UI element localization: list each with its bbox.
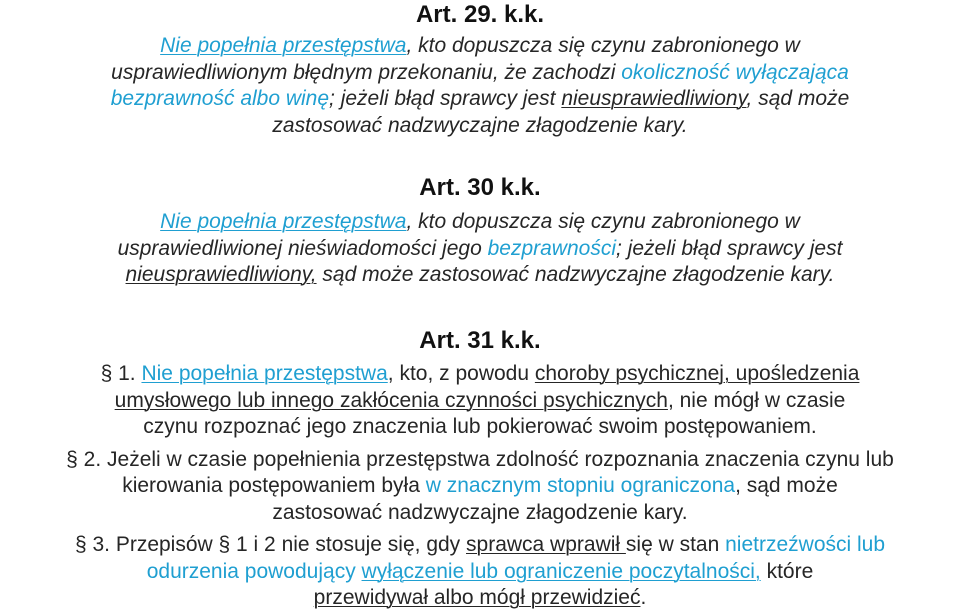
art-30-line-1: [40, 209, 920, 236]
art-29-text: [40, 33, 920, 139]
text-segment: Przepisów § 1 i 2 nie stosuje się, gdy: [115, 533, 467, 556]
art-31-p2-line-1: [40, 447, 920, 474]
highlighted-term: bezprawność albo winę: [110, 87, 330, 110]
text-segment: zastosować nadzwyczajne złagodzenie kary.: [272, 500, 688, 524]
text-segment: zastosować nadzwyczajne złagodzenie kary.: [272, 113, 688, 137]
text-segment: czynu rozpoznać jego znaczenia lub pokierować swoim postępowaniem.: [143, 415, 817, 438]
text-segment: .: [640, 586, 647, 609]
text-segment: , sąd może: [746, 87, 850, 110]
highlighted-term: bezprawności: [487, 236, 616, 260]
text-segment: , sąd może: [735, 474, 838, 497]
text-segment: , kto, z powodu: [387, 362, 535, 385]
text-segment: , kto dopuszcza się czynu zabronionego w: [406, 210, 800, 233]
term-link: wyłączenie lub ograniczenie poczytalności,: [361, 559, 761, 583]
text-segment: usprawiedliwionym błędnym przekonaniu, że zachodzi: [111, 60, 622, 84]
paragraph-number: § 2.: [66, 447, 108, 471]
text-segment: , kto dopuszcza się czynu zabronionego w: [406, 34, 800, 57]
underlined-term: umysłowego lub innego zakłócenia czynności psychicznych: [114, 388, 668, 412]
art-30-text: [40, 209, 920, 289]
art-31-p2-line-2: [40, 473, 920, 500]
underlined-term: przewidywał albo mógł przewidzieć: [313, 586, 641, 609]
highlighted-term: okoliczność wyłączająca: [621, 60, 849, 84]
art-30-line-2: [40, 236, 920, 263]
highlighted-term: nietrzeźwości lub: [725, 533, 886, 556]
text-segment: , nie mógł w czasie: [667, 388, 846, 412]
text-segment: usprawiedliwionej nieświadomości jego: [117, 236, 488, 260]
term-link: Nie popełnia przestępstwa: [141, 362, 388, 385]
paragraph-number: § 1.: [100, 362, 142, 385]
art-31-heading: Art. 31 k.k.: [419, 327, 541, 354]
text-segment: które: [760, 559, 814, 583]
art-30-line-3: [40, 262, 920, 289]
text-segment: sąd może zastosować nadzwyczajne złagodzenie kary.: [316, 263, 835, 286]
text-segment: ; jeżeli błąd sprawcy jest: [616, 236, 843, 260]
art-29-heading: Art. 29. k.k.: [415, 1, 545, 28]
underlined-term: nieusprawiedliwiony: [561, 87, 747, 110]
art-31-p3-line-1: [40, 532, 920, 559]
art-30-heading: Art. 30 k.k.: [419, 174, 541, 201]
art-31-p2-line-3: [40, 500, 920, 527]
text-segment: kierowania postępowaniem była: [122, 474, 426, 497]
text-segment: się w stan: [625, 533, 726, 556]
art-29-line-1: [40, 33, 920, 60]
art-31-p3-line-2: [40, 559, 920, 586]
art-31-p1-line-3: [40, 414, 920, 441]
art-29-line-2: [40, 60, 920, 87]
highlighted-term: odurzenia powodujący: [146, 559, 362, 583]
underlined-term: nieusprawiedliwiony,: [125, 263, 317, 286]
text-segment: Jeżeli w czasie popełnienia przestępstwa zdolność rozpoznania znaczenia czynu lub: [107, 447, 894, 471]
highlighted-term: w znacznym stopniu ograniczona: [425, 474, 736, 497]
text-segment: ; jeżeli błąd sprawcy jest: [329, 87, 562, 110]
art-31-text: [40, 361, 920, 612]
art-31-p1-line-1: [40, 361, 920, 388]
underlined-term: choroby psychicznej, upośledzenia: [534, 362, 860, 385]
art-31-p1-line-2: [40, 388, 920, 415]
underlined-term: sprawca wprawił: [466, 533, 626, 556]
art-29-line-4: [40, 113, 920, 140]
term-link: Nie popełnia przestępstwa: [160, 210, 407, 233]
art-29-line-3: [40, 86, 920, 113]
term-link: Nie popełnia przestępstwa: [160, 34, 407, 57]
paragraph-number: § 3.: [74, 533, 116, 556]
